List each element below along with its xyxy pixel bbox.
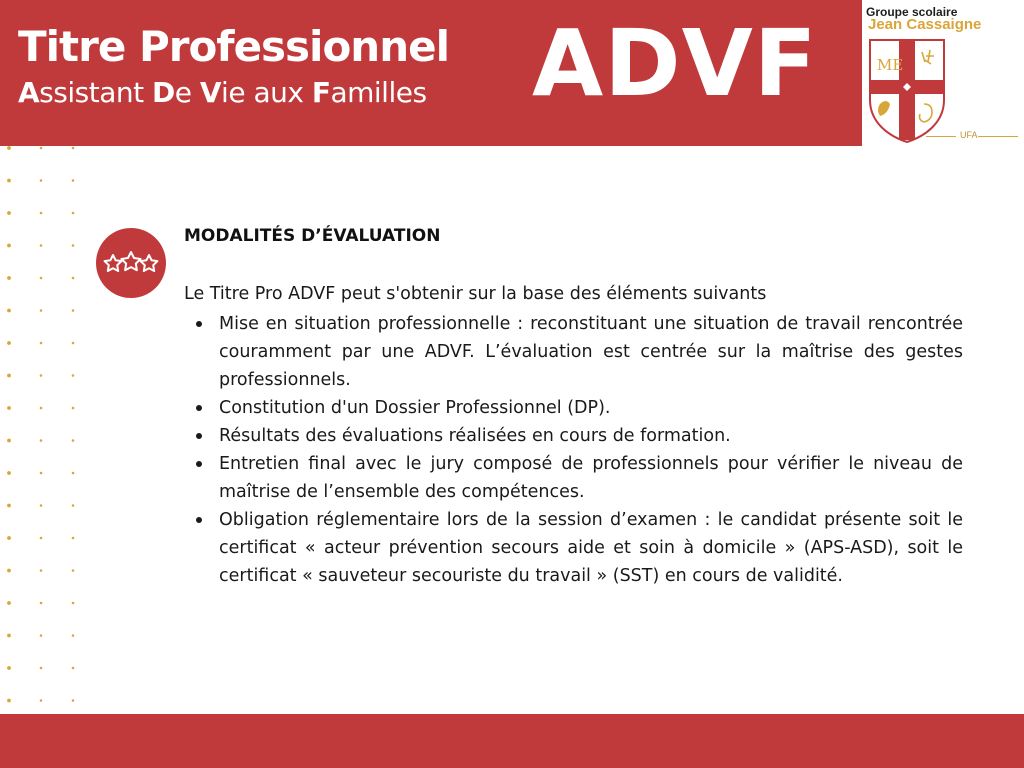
decorative-dot <box>7 146 11 150</box>
list-item: Obligation réglementaire lors de la session d’examen : le candidat présente soit le certificat « acteur prévention secours aide et soin à domicile » (APS-ASD), soit le certificat « sauveteur secouriste du travail » (SST) en cours de validité. <box>196 506 963 590</box>
decorative-dot <box>40 472 43 475</box>
decorative-dot <box>72 569 75 572</box>
decorative-dot <box>7 504 11 508</box>
list-item: Mise en situation professionnelle : reconstituant une situation de travail rencontrée couramment par une ADVF. L’évaluation est centrée sur la maîtrise des gestes professionnels. <box>196 310 963 394</box>
decorative-dot <box>72 472 75 475</box>
list-item: Constitution d'un Dossier Professionnel (DP). <box>196 394 963 422</box>
decorative-dot <box>72 699 75 702</box>
subtitle-part: amilles <box>330 76 427 109</box>
page-subtitle <box>18 76 427 109</box>
decorative-dot <box>72 374 75 377</box>
section-heading: MODALITÉS D’ÉVALUATION <box>184 226 441 246</box>
subtitle-part: A <box>18 76 40 109</box>
list-item: Résultats des évaluations réalisées en cours de formation. <box>196 422 963 450</box>
decorative-dot-grid <box>0 142 90 768</box>
decorative-dot <box>72 309 75 312</box>
decorative-dot <box>40 212 43 215</box>
subtitle-part: V <box>199 76 222 109</box>
decorative-dot <box>72 407 75 410</box>
three-stars-icon <box>96 228 166 298</box>
decorative-dot <box>40 309 43 312</box>
decorative-dot <box>7 276 11 280</box>
decorative-dot <box>40 147 43 150</box>
subtitle-part: e <box>174 76 200 109</box>
decorative-dot <box>72 147 75 150</box>
decorative-dot <box>7 471 11 475</box>
decorative-dot <box>72 212 75 215</box>
footer-banner <box>0 714 1024 768</box>
decorative-dot <box>7 699 11 703</box>
decorative-dot <box>7 179 11 183</box>
evaluation-criteria-list <box>196 310 963 590</box>
crest-icon <box>868 38 946 144</box>
decorative-dot <box>72 537 75 540</box>
decorative-dot <box>7 666 11 670</box>
decorative-dot <box>7 406 11 410</box>
decorative-dot <box>7 374 11 378</box>
decorative-dot <box>7 309 11 313</box>
decorative-dot <box>40 634 43 637</box>
decorative-dot <box>40 342 43 345</box>
decorative-dot <box>72 277 75 280</box>
subtitle-part: ssistant <box>39 76 152 109</box>
decorative-dot <box>7 341 11 345</box>
header-banner <box>0 0 862 146</box>
decorative-dot <box>7 211 11 215</box>
decorative-dot <box>40 699 43 702</box>
logo-group-label: Groupe scolaire <box>866 5 958 19</box>
decorative-dot <box>72 439 75 442</box>
logo-divider-left <box>926 136 956 137</box>
decorative-dot <box>72 602 75 605</box>
section-badge <box>96 228 166 298</box>
school-logo <box>862 0 1024 146</box>
title-acronym: ADVF <box>532 10 818 117</box>
decorative-dot <box>72 667 75 670</box>
decorative-dot <box>72 634 75 637</box>
decorative-dot <box>40 407 43 410</box>
decorative-dot <box>72 244 75 247</box>
crest-letters: ME <box>877 56 904 74</box>
decorative-dot <box>40 537 43 540</box>
decorative-dot <box>40 439 43 442</box>
decorative-dot <box>40 569 43 572</box>
decorative-dot <box>40 667 43 670</box>
decorative-dot <box>7 569 11 573</box>
decorative-dot <box>7 244 11 248</box>
decorative-dot <box>72 504 75 507</box>
decorative-dot <box>7 601 11 605</box>
decorative-dot <box>7 439 11 443</box>
page-title: Titre Professionnel <box>18 22 449 71</box>
decorative-dot <box>40 179 43 182</box>
decorative-dot <box>40 602 43 605</box>
decorative-dot <box>7 634 11 638</box>
subtitle-part: F <box>311 76 331 109</box>
decorative-dot <box>40 504 43 507</box>
decorative-dot <box>72 179 75 182</box>
logo-ufa-tag: UFA <box>960 130 978 140</box>
logo-school-name: Jean Cassaigne <box>868 16 982 33</box>
decorative-dot <box>7 536 11 540</box>
subtitle-part: ie aux <box>221 76 312 109</box>
logo-divider-right <box>978 136 1018 137</box>
list-item: Entretien final avec le jury composé de professionnels pour vérifier le niveau de maîtrise de l’ensemble des compétences. <box>196 450 963 506</box>
decorative-dot <box>40 277 43 280</box>
decorative-dot <box>40 374 43 377</box>
decorative-dot <box>72 342 75 345</box>
subtitle-part: D <box>151 76 175 109</box>
decorative-dot <box>40 244 43 247</box>
section-intro: Le Titre Pro ADVF peut s'obtenir sur la base des éléments suivants <box>184 284 767 304</box>
